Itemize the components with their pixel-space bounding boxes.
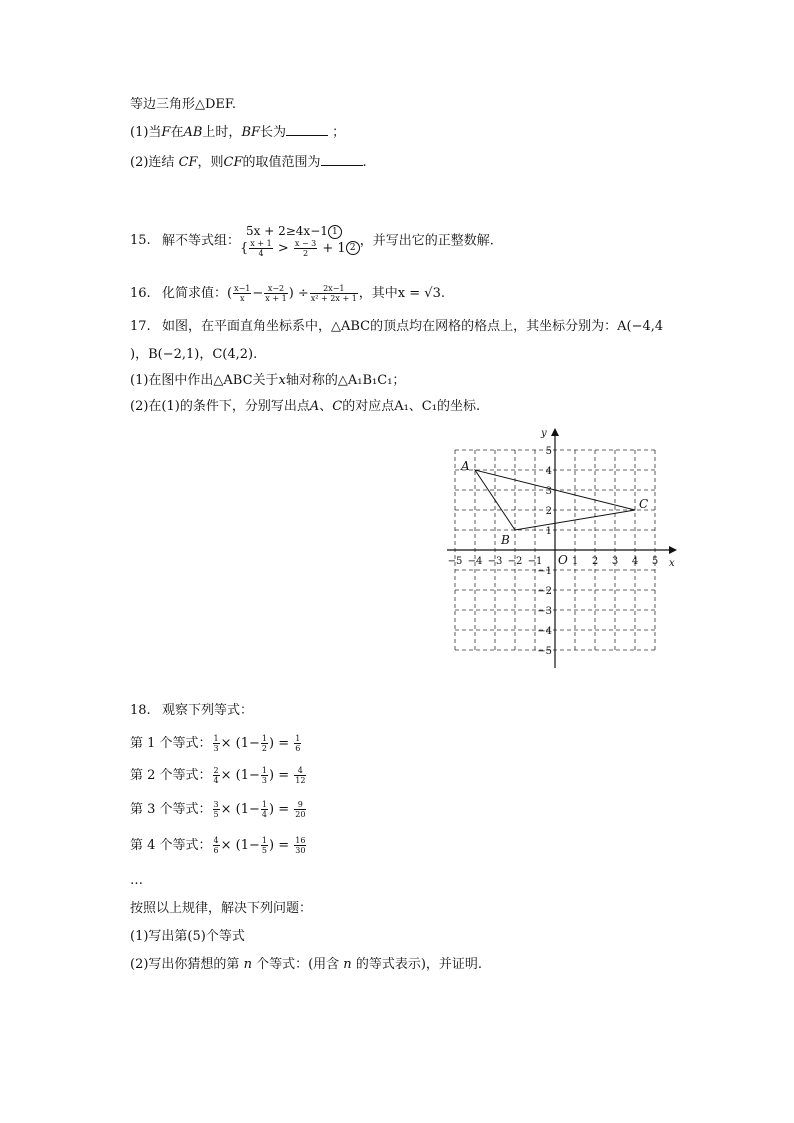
answer-blank[interactable] — [321, 165, 363, 166]
y-tick-label: −4 — [537, 626, 552, 637]
equation-row: 第 4 个等式： $\frac{4}{6}$ × (1− $\frac{1}{5}$ ) = $\frac{16}{30}$ — [130, 836, 306, 855]
x-axis-arrow — [669, 546, 677, 554]
question-17-part2: (2)在(1)的条件下，分别写出点A、C的对应点A₁、C₁的坐标. — [130, 399, 481, 414]
instruction: 按照以上规律，解决下列问题： — [130, 901, 313, 916]
equation-row: 第 1 个等式： $\frac{1}{3}$ × (1− $\frac{1}{2}$ ) = $\frac{1}{6}$ — [130, 734, 301, 753]
y-axis-label: y — [541, 428, 547, 439]
ellipsis: … — [130, 873, 143, 888]
y-tick-label: −5 — [537, 646, 552, 657]
triangle-abc — [460, 459, 648, 547]
question-15: 15. 解不等式组： 5x + 2≥4x−1 1 { $\frac{x + 1}{4}$ > $\frac{x - 3}{2}$ + 1 2 ，并写出它的正整数解. — [130, 224, 494, 258]
point-label-b: B — [501, 533, 510, 547]
x-tick-label: 4 — [631, 556, 639, 567]
x-tick-label: −4 — [467, 556, 483, 567]
x-tick-label: 5 — [651, 556, 659, 567]
equation-row: 第 2 个等式： $\frac{2}{4}$ × (1− $\frac{1}{3}$ ) = $\frac{4}{12}$ — [130, 766, 306, 785]
y-tick-label: 3 — [545, 486, 552, 497]
inequality-system: 5x + 2≥4x−1 1 { $\frac{x + 1}{4}$ > $\frac{x - 3}{2}$ + 1 2 — [240, 224, 360, 258]
q14-part2: (2)连结 CF，则CF的取值范围为 . — [130, 155, 367, 170]
question-number: 16. — [130, 286, 151, 301]
x-tick-label: 2 — [591, 556, 599, 567]
origin-label: O — [558, 553, 568, 567]
x-tick-label: −2 — [507, 556, 523, 567]
x-axis-label: x — [669, 558, 675, 569]
q14-part1: (1)当F在AB上时，BF长为 ； — [130, 125, 346, 140]
question-18: 18. 观察下列等式： — [130, 703, 254, 718]
x-tick-label: −5 — [447, 556, 463, 567]
question-18-part2: (2)写出你猜想的第 n 个等式：(用含 n 的等式表示)，并证明. — [130, 957, 483, 972]
coordinate-grid — [447, 420, 700, 675]
question-16: 16. 化简求值：( $\frac{x-1}{x}$ − $\frac{x-2}{x + 1}$ ) ÷ $\frac{2x-1}{\text{x² + 2x + 1}}$ ，其中x = √3. — [130, 284, 445, 303]
y-tick-label: 5 — [545, 446, 552, 457]
x-tick-label: −1 — [527, 556, 543, 567]
answer-blank[interactable] — [286, 135, 328, 136]
axes — [447, 428, 677, 668]
intro-line: 等边三角形△DEF. — [130, 97, 237, 112]
x-tick-label: −3 — [487, 556, 503, 567]
coordinate-grid-figure — [447, 420, 700, 679]
x-tick-label: 1 — [571, 556, 579, 567]
question-17-line2: )，B(−2,1)，C(4,2). — [130, 347, 258, 362]
y-tick-label: −3 — [537, 606, 552, 617]
y-tick-label: 4 — [545, 466, 552, 477]
point-label-c: C — [639, 497, 649, 511]
point-label-a: A — [461, 459, 470, 473]
y-tick-label: 1 — [545, 526, 552, 537]
tick-labels — [448, 446, 659, 657]
question-number: 17. — [130, 319, 151, 334]
y-tick-label: −1 — [537, 566, 552, 577]
y-axis-arrow — [551, 428, 559, 436]
y-tick-label: −2 — [537, 586, 552, 597]
x-tick-label: 3 — [611, 556, 619, 567]
question-17-line1: 17. 如图，在平面直角坐标系中，△ABC的顶点均在网格的格点上，其坐标分别为：A(−4,4 — [130, 319, 664, 334]
y-tick-label: 2 — [545, 506, 552, 517]
question-17-part1: (1)在图中作出△ABC关于x轴对称的△A₁B₁C₁； — [130, 373, 406, 388]
question-18-part1: (1)写出第(5)个等式 — [130, 929, 245, 944]
question-number: 15. — [130, 233, 151, 249]
equation-row: 第 3 个等式： $\frac{3}{5}$ × (1− $\frac{1}{4}$ ) = $\frac{9}{20}$ — [130, 800, 306, 819]
question-number: 18. — [130, 703, 151, 718]
